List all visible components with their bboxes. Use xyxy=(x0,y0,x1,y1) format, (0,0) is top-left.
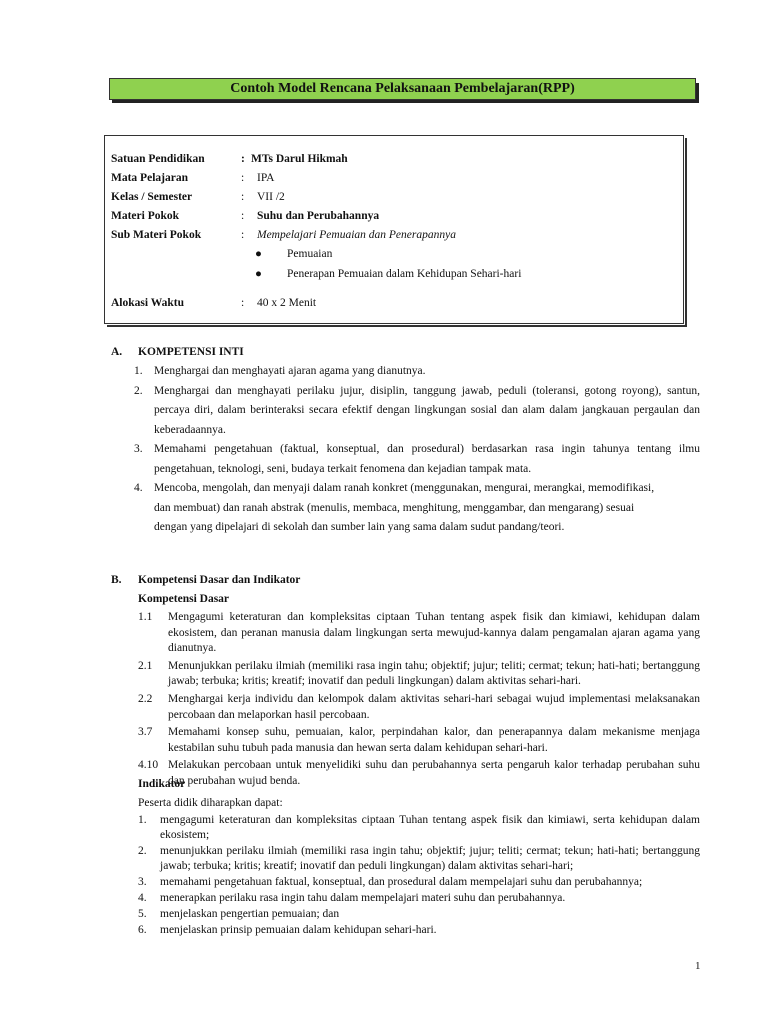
list-item: 2. menunjukkan perilaku ilmiah (memiliki rasa ingin tahu; objektif; jujur; teliti; cermat; tekun; hati-hati; bertanggung jawab; terbuka; kritis; kreatif; inovatif dan peduli lingkungan) dalam aktivitas sehari-hari; xyxy=(138,845,700,872)
list-item: 2. Menghargai dan menghayati perilaku jujur, disiplin, tanggung jawab, peduli (toleransi, gotong royong), santun, percaya diri, dalam berinteraksi secara efektif dengan lingkungan sosial dan alam dalam jangkauan pergaulan dan keberadaannya. xyxy=(134,384,700,436)
info-label: Sub Materi Pokok xyxy=(111,229,202,241)
indikator-intro: Peserta didik diharapkan dapat: xyxy=(138,797,283,809)
list-item: 1. Menghargai dan menghayati ajaran agama yang dianutnya. xyxy=(134,365,426,377)
info-label: Satuan Pendidikan xyxy=(111,153,205,165)
document-title: Contoh Model Rencana Pelaksanaan Pembelajaran(RPP) xyxy=(109,78,696,100)
list-item: 4. menerapkan perilaku rasa ingin tahu dalam mempelajari materi suhu dan perubahannya. xyxy=(138,892,566,904)
info-sep: : xyxy=(241,172,245,184)
list-item: 4. Mencoba, mengolah, dan menyaji dalam ranah konkret (menggunakan, mengurai, merangkai, memodifikasi, dan membuat) dan ranah abstrak (menulis, membaca, menghitung, menggambar, dan mengarang) sesuai dengan yang dipelajari di sekolah dan sumber lain yang sama dalam sudut pandang/teori. xyxy=(134,482,655,533)
bullet-icon: ● xyxy=(255,268,262,280)
list-item: 2.1 Menunjukkan perilaku ilmiah (memiliki rasa ingin tahu; objektif; jujur; teliti; cermat; tekun; hati-hati; bertanggung jawab; terbuka; kritis; kreatif; inovatif dan peduli lingkungan) dalam aktivitas sehari-hari. xyxy=(138,659,700,688)
page-number: 1 xyxy=(695,960,701,972)
list-item: 1. mengagumi keteraturan dan kompleksitas ciptaan Tuhan tentang aspek fisik dan kimiawi, serta kehidupan dalam ekosistem; xyxy=(138,814,700,841)
info-sep: : xyxy=(241,191,245,203)
list-item: 3.7 Memahami konsep suhu, pemuaian, kalor, perpindahan kalor, dan penerapannya dalam mekanisme menjaga kestabilan suhu tubuh pada manusia dan hewan serta dalam kehidupan sehari-hari. xyxy=(138,726,700,754)
indikator-list xyxy=(138,813,700,939)
indikator-heading: Indikator xyxy=(138,778,186,790)
info-value: VII /2 xyxy=(257,191,285,203)
info-value: Suhu dan Perubahannya xyxy=(257,210,380,222)
list-item: 3. Memahami pengetahuan (faktual, konseptual, dan prosedural) berdasarkan rasa ingin tahunya tentang ilmu pengetahuan, teknologi, seni, budaya terkait fenomena dan kejadian tampak mata. xyxy=(134,443,700,475)
kompetensi-dasar-list xyxy=(138,610,700,792)
info-value: Mempelajari Pemuaian dan Penerapannya xyxy=(257,229,456,241)
list-item: 1.1 Mengagumi keteraturan dan kompleksitas ciptaan Tuhan tentang aspek fisik dan kimiawi, kehidupan dalam ekosistem, dan peranan manusia dalam lingkungan serta mewujud-kannya dalam pengamalan ajaran agama yang dianutnya. xyxy=(138,611,700,655)
kompetensi-dasar-heading: Kompetensi Dasar xyxy=(138,593,230,605)
info-value: IPA xyxy=(257,172,275,184)
list-item: 5. menjelaskan pengertian pemuaian; dan xyxy=(138,908,340,920)
info-label: Mata Pelajaran xyxy=(111,172,188,184)
bullet-text: Pemuaian xyxy=(287,248,333,260)
bullet-icon: ● xyxy=(255,248,262,260)
info-value: 40 x 2 Menit xyxy=(257,297,317,309)
info-label: Alokasi Waktu xyxy=(111,297,184,309)
list-item: 4.10 Melakukan percobaan untuk menyelidiki suhu dan perubahannya serta pengaruh kalor terhadap perubahan suhu dan perubahan wujud benda. xyxy=(138,759,700,787)
info-sep: : xyxy=(241,153,245,165)
section-letter: B. xyxy=(111,574,122,586)
info-sep: : xyxy=(241,229,245,241)
bullet-text: Penerapan Pemuaian dalam Kehidupan Sehari-hari xyxy=(287,268,522,280)
list-item: 3. memahami pengetahuan faktual, konseptual, dan prosedural dalam mempelajari suhu dan perubahannya; xyxy=(138,876,643,888)
kompetensi-inti-list xyxy=(134,362,700,538)
info-sep: : xyxy=(241,297,245,309)
info-label: Materi Pokok xyxy=(111,210,180,222)
list-item: 6. menjelaskan prinsip pemuaian dalam kehidupan sehari-hari. xyxy=(138,924,437,936)
info-sep: : xyxy=(241,210,245,222)
list-item: 2.2 Menghargai kerja individu dan kelompok dalam aktivitas sehari-hari sebagai wujud implementasi melaksanakan percobaan dan melaporkan hasil percobaan. xyxy=(138,692,700,721)
info-value: MTs Darul Hikmah xyxy=(251,153,348,165)
section-title: KOMPETENSI INTI xyxy=(138,346,244,358)
section-letter: A. xyxy=(111,346,123,358)
identity-box xyxy=(104,135,684,324)
section-title: Kompetensi Dasar dan Indikator xyxy=(138,574,301,586)
info-label: Kelas / Semester xyxy=(111,191,193,203)
